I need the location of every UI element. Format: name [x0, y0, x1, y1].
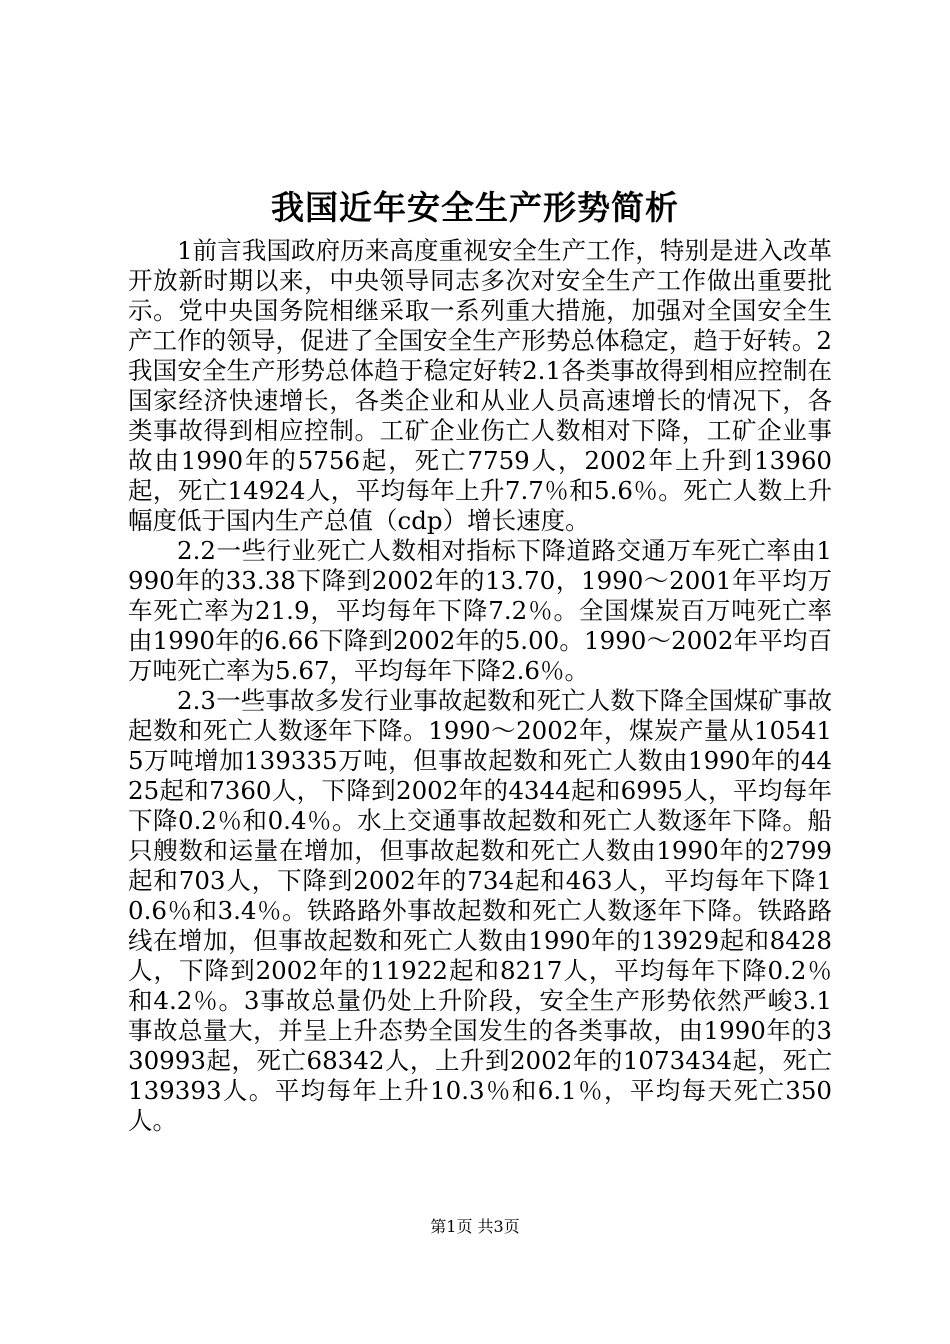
document-body	[128, 236, 832, 1136]
paragraph-intro: 1前言我国政府历来高度重视安全生产工作，特别是进入改革开放新时期以来，中央领导同志多次对安全生产工作做出重要批示。党中央国务院相继采取一系列重大措施，加强对全国安全生产工作的领导，促进了全国安全生产形势总体稳定，趋于好转。2我国安全生产形势总体趋于稳定好转2.1各类事故得到相应控制在国家经济快速增长，各类企业和从业人员高速增长的情况下，各类事故得到相应控制。工矿企业伤亡人数相对下降，工矿企业事故由1990年的5756起，死亡7759人，2002年上升到13960起，死亡14924人，平均每年上升7.7％和5.6％。死亡人数上升幅度低于国内生产总值（cdp）增长速度。	[128, 236, 832, 535]
document-title: 我国近年安全生产形势简析	[271, 188, 679, 227]
paragraph-industry-accidents: 2.3一些事故多发行业事故起数和死亡人数下降全国煤矿事故起数和死亡人数逐年下降。1990～2002年，煤炭产量从105415万吨增加139335万吨，但事故起数和死亡人数由1990年的4425起和7360人，下降到2002年的4344起和6995人，平均每年下降0.2％和0.4％。水上交通事故起数和死亡人数逐年下降。船只艘数和运量在增加，但事故起数和死亡人数由1990年的2799起和703人，下降到2002年的734起和463人，平均每年下降10.6％和3.4％。铁路路外事故起数和死亡人数逐年下降。铁路路线在增加，但事故起数和死亡人数由1990年的13929起和8428人，下降到2002年的11922起和8217人，平均每年下降0.2％和4.2％。3事故总量仍处上升阶段，安全生产形势依然严峻3.1事故总量大，并呈上升态势全国发生的各类事故，由1990年的330993起，死亡68342人，上升到2002年的1073434起，死亡139393人。平均每年上升10.3％和6.1％，平均每天死亡350人。	[128, 686, 832, 1135]
paragraph-traffic-coal: 2.2一些行业死亡人数相对指标下降道路交通万车死亡率由1990年的33.38下降到2002年的13.70，1990～2001年平均万车死亡率为21.9，平均每年下降7.2％。全国煤炭百万吨死亡率由1990年的6.66下降到2002年的5.00。1990～2002年平均百万吨死亡率为5.67，平均每年下降2.6％。	[128, 536, 832, 685]
page-number-footer: 第1页 共3页	[430, 1217, 520, 1236]
